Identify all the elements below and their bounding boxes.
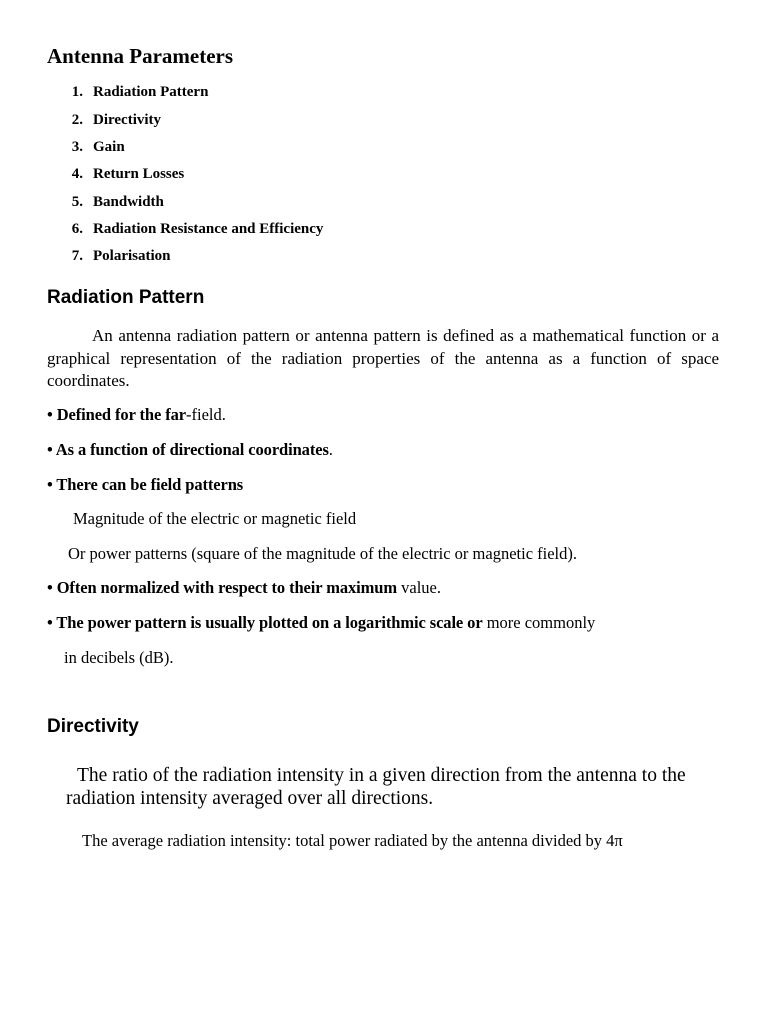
list-item [47,248,171,265]
decibels-note: in decibels (dB). [64,648,174,667]
bullet-far-field [47,405,226,425]
field-pattern-magnitude: Magnitude of the electric or magnetic field [73,509,357,528]
bullet-logarithmic-scale [47,613,595,633]
list-number: 1. [71,84,83,100]
bullet-text: -field. [186,405,226,424]
list-number: 4. [71,166,83,182]
list-number: 2. [71,112,83,128]
list-item [47,221,323,238]
list-label: Polarisation [93,248,171,264]
power-patterns-note: Or power patterns (square of the magnitude of the electric or magnetic field). [68,544,578,563]
bullet-field-patterns [47,475,243,495]
bullet-bold-text: • As a function of directional coordinates [47,440,329,459]
average-intensity-note: The average radiation intensity: total power radiated by the antenna divided by 4π [82,831,623,850]
directivity-definition-line2: radiation intensity averaged over all directions. [66,788,434,809]
list-item [47,166,184,183]
list-label: Bandwidth [93,194,164,210]
bullet-text: . [328,440,333,459]
bullet-directional-coordinates [47,440,333,460]
list-number: 5. [71,194,83,210]
bullet-text: value. [397,578,441,597]
list-item [47,139,125,156]
list-item [47,194,164,211]
directivity-heading: Directivity [47,716,139,737]
radiation-pattern-heading: Radiation Pattern [47,287,205,308]
list-label: Radiation Pattern [93,84,209,100]
list-label: Return Losses [93,166,185,182]
page-title: Antenna Parameters [47,44,234,68]
bullet-bold-text: • There can be field patterns [47,475,244,494]
list-label: Radiation Resistance and Efficiency [93,221,324,237]
bullet-bold-text: • Often normalized with respect to their maximum [47,578,398,597]
radiation-pattern-definition [47,325,719,393]
list-number: 6. [71,221,83,237]
list-item [47,112,161,129]
list-item [47,84,208,101]
bullet-normalized [47,578,441,598]
bullet-bold-text: • The power pattern is usually plotted on a logarithmic scale or [47,613,483,632]
bullet-bold-text: • Defined for the far [47,405,187,424]
list-number: 7. [71,248,83,264]
definition-text: An antenna radiation pattern or antenna pattern is defined as a mathematical function or a graphical representation of the radiation properties of the antenna as a function of space coordinates. [47,326,719,390]
list-number: 3. [71,139,83,155]
directivity-definition-line1: The ratio of the radiation intensity in a given direction from the antenna to the [77,765,686,786]
list-label: Directivity [93,112,162,128]
list-label: Gain [93,139,125,155]
bullet-text: more commonly [482,613,596,632]
